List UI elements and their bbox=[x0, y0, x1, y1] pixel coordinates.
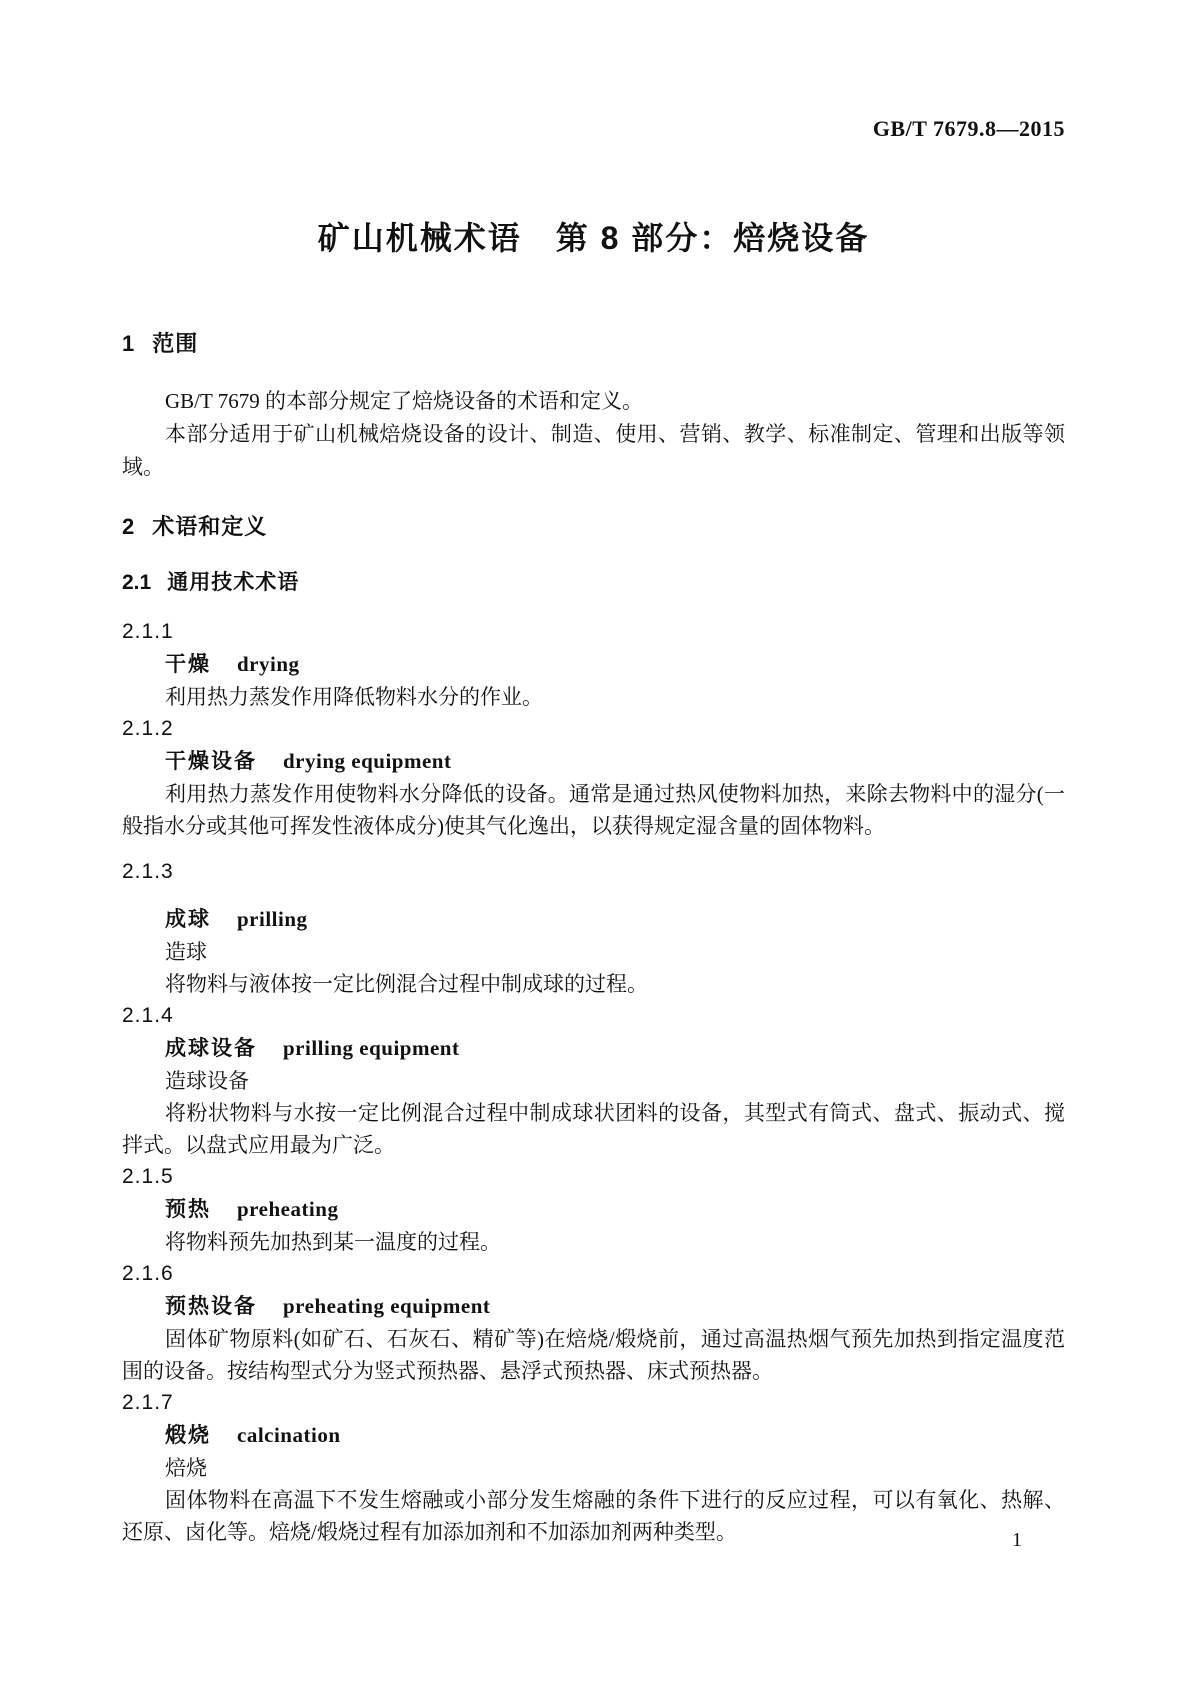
scope-paragraph-2: 本部分适用于矿山机械焙烧设备的设计、制造、使用、营销、教学、标准制定、管理和出版等领域。 bbox=[122, 422, 1065, 479]
term-definition: 将粉状物料与水按一定比例混合过程中制成球状团料的设备，其型式有筒式、盘式、振动式、搅拌式。以盘式应用最为广泛。 bbox=[122, 1101, 1065, 1157]
term-entry-2-1-2 bbox=[122, 713, 1065, 842]
terms-subsection-label: 通用技术术语 bbox=[167, 571, 300, 594]
term-definition: 将物料与液体按一定比例混合过程中制成球的过程。 bbox=[165, 972, 648, 996]
term-number: 2.1.4 bbox=[122, 1004, 174, 1027]
terms-heading-label: 术语和定义 bbox=[152, 514, 268, 539]
term-line bbox=[122, 1032, 1065, 1065]
term-entry-2-1-3 bbox=[122, 856, 1065, 1000]
document-title: 矿山机械术语 第 8 部分：焙烧设备 bbox=[317, 220, 870, 256]
standard-number: GB/T 7679.8—2015 bbox=[872, 116, 1065, 141]
term-number: 2.1.1 bbox=[122, 620, 174, 643]
scope-heading-label: 范围 bbox=[152, 331, 199, 356]
section-scope bbox=[122, 329, 1065, 484]
term-en: drying bbox=[237, 652, 300, 676]
term-synonym: 焙烧 bbox=[165, 1456, 207, 1480]
term-synonym: 造球 bbox=[165, 940, 207, 964]
term-line bbox=[122, 1419, 1065, 1452]
terms-heading bbox=[122, 512, 1065, 542]
term-number: 2.1.2 bbox=[122, 717, 174, 740]
term-number: 2.1.7 bbox=[122, 1391, 174, 1414]
term-entry-2-1-4 bbox=[122, 1000, 1065, 1161]
term-en: prilling bbox=[237, 907, 308, 931]
term-line bbox=[122, 903, 1065, 936]
term-zh: 预热设备 bbox=[165, 1295, 257, 1318]
term-entry-2-1-6 bbox=[122, 1258, 1065, 1387]
term-entry-2-1-7 bbox=[122, 1387, 1065, 1548]
term-definition: 利用热力蒸发作用降低物料水分的作业。 bbox=[165, 685, 543, 709]
section-terms bbox=[122, 512, 1065, 1548]
term-number: 2.1.5 bbox=[122, 1165, 174, 1188]
scope-paragraph-1: GB/T 7679 的本部分规定了焙烧设备的术语和定义。 bbox=[165, 389, 643, 413]
term-en: preheating bbox=[237, 1197, 339, 1221]
term-zh: 成球设备 bbox=[165, 1037, 257, 1060]
terms-heading-number: 2 bbox=[122, 514, 135, 539]
term-definition: 固体矿物原料(如矿石、石灰石、精矿等)在焙烧/煅烧前，通过高温热烟气预先加热到指定温度范围的设备。按结构型式分为竖式预热器、悬浮式预热器、床式预热器。 bbox=[122, 1327, 1065, 1383]
term-line bbox=[122, 1193, 1065, 1226]
scope-heading bbox=[122, 329, 1065, 359]
term-en: prilling equipment bbox=[283, 1036, 460, 1060]
term-definition: 利用热力蒸发作用使物料水分降低的设备。通常是通过热风使物料加热，来除去物料中的湿分(一般指水分或其他可挥发性液体成分)使其气化逸出，以获得规定湿含量的固体物料。 bbox=[122, 782, 1065, 838]
page-number: 1 bbox=[1012, 1529, 1022, 1551]
terms-subsection-number: 2.1 bbox=[122, 571, 152, 594]
term-en: preheating equipment bbox=[283, 1294, 491, 1318]
term-zh: 预热 bbox=[165, 1198, 211, 1221]
terms-subsection-heading bbox=[122, 568, 1065, 598]
term-number: 2.1.6 bbox=[122, 1262, 174, 1285]
term-entry-2-1-5 bbox=[122, 1161, 1065, 1258]
term-zh: 煅烧 bbox=[165, 1424, 211, 1447]
term-en: drying equipment bbox=[283, 749, 452, 773]
term-number: 2.1.3 bbox=[122, 860, 174, 883]
term-line bbox=[122, 648, 1065, 681]
term-entry-2-1-1 bbox=[122, 616, 1065, 713]
term-definition: 固体物料在高温下不发生熔融或小部分发生熔融的条件下进行的反应过程，可以有氧化、热解、还原、卤化等。焙烧/煅烧过程有加添加剂和不加添加剂两种类型。 bbox=[122, 1488, 1065, 1544]
term-line bbox=[122, 1290, 1065, 1323]
term-line bbox=[122, 745, 1065, 778]
term-zh: 干燥 bbox=[165, 653, 211, 676]
term-definition: 将物料预先加热到某一温度的过程。 bbox=[165, 1230, 501, 1254]
term-synonym: 造球设备 bbox=[165, 1069, 249, 1093]
term-zh: 成球 bbox=[165, 908, 211, 931]
term-en: calcination bbox=[237, 1423, 341, 1447]
term-zh: 干燥设备 bbox=[165, 750, 257, 773]
scope-heading-number: 1 bbox=[122, 331, 135, 356]
